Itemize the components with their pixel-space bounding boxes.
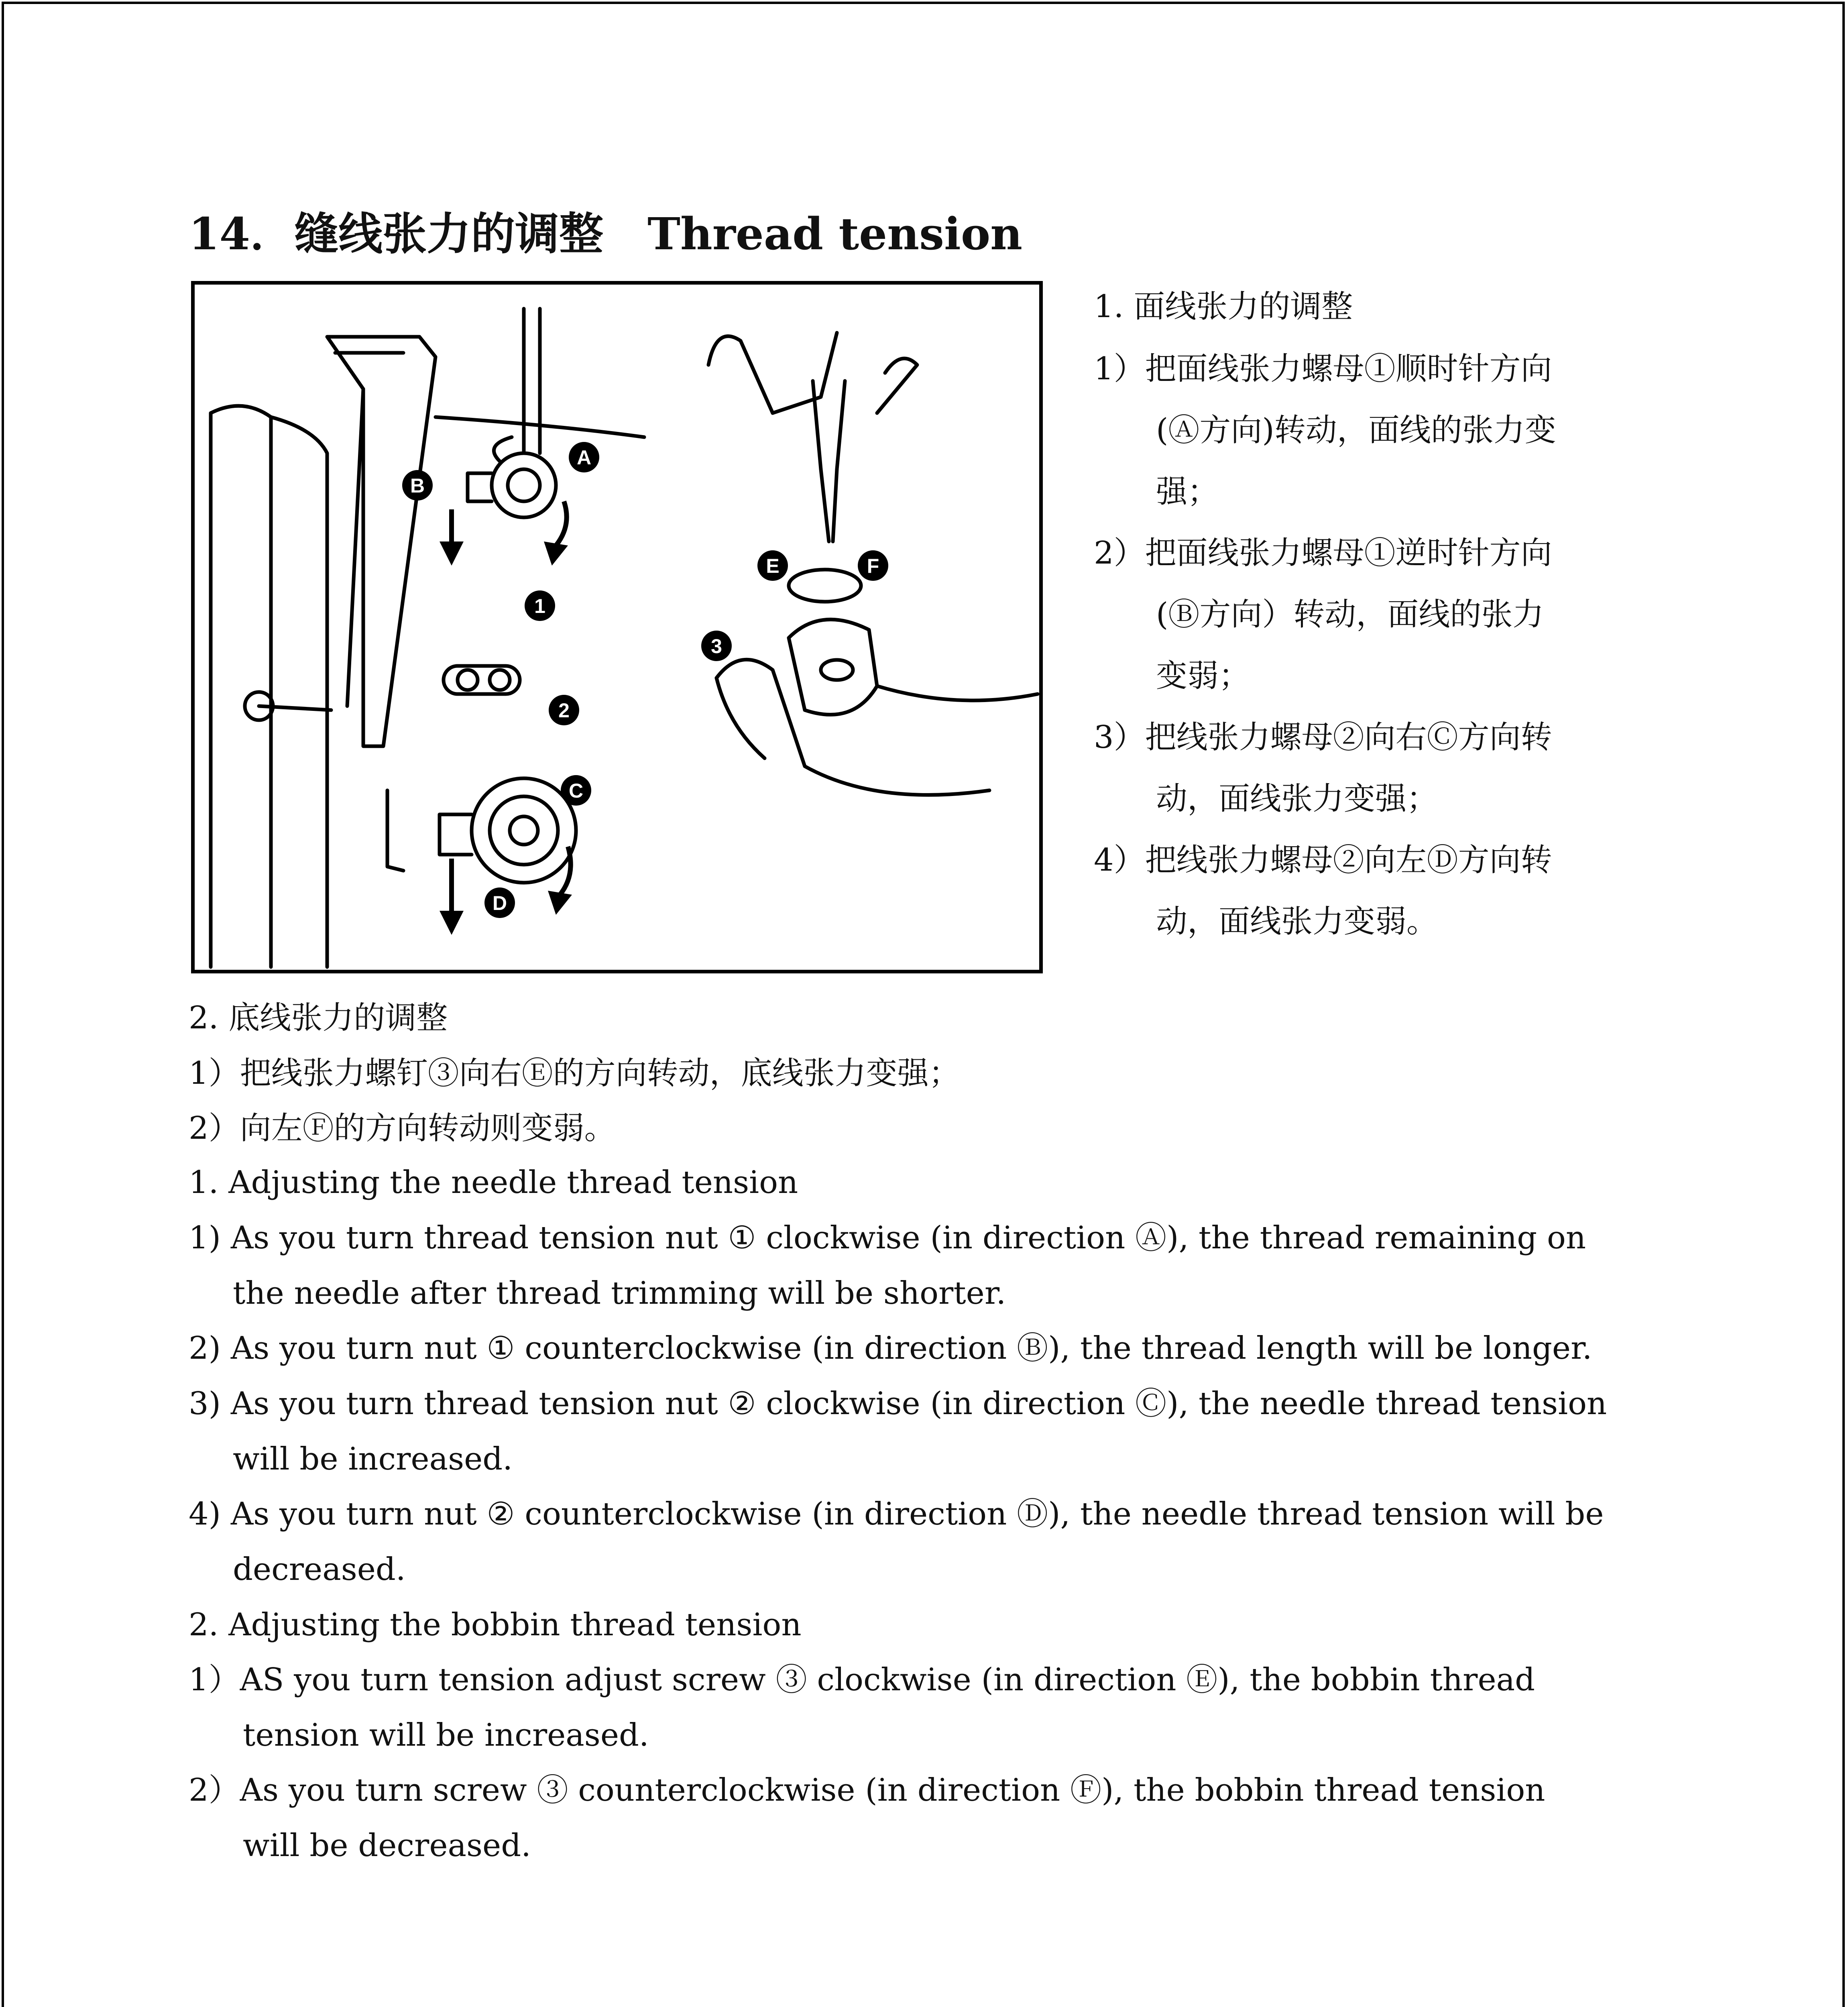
needle-en-line: the needle after thread trimming will be shorter. (233, 1275, 1006, 1311)
needle-en-line: decreased. (233, 1551, 406, 1588)
needle-cn-line: 变弱； (1156, 658, 1250, 694)
needle-cn-line: 动，面线张力变强； (1156, 781, 1438, 817)
label-d: D (492, 892, 507, 914)
label-f: F (867, 555, 879, 577)
bobbin-cn-line: 1）把线张力螺钉③向右Ⓔ的方向转动，底线张力变强； (189, 1055, 960, 1091)
bobbin-en-line: tension will be increased. (243, 1717, 649, 1753)
thread-tension-figure (191, 281, 1043, 973)
bobbin-en-title: 2. Adjusting the bobbin thread tension (189, 1607, 802, 1643)
label-e: E (766, 555, 779, 577)
bobbin-cn-line: 2）向左Ⓕ的方向转动则变弱。 (189, 1110, 616, 1146)
bobbin-en-line: will be decreased. (243, 1828, 531, 1864)
needle-cn-line: (Ⓐ方向)转动，面线的张力变 (1156, 412, 1556, 448)
section-14-heading: 14．缝线张力的调整 Thread tension (189, 208, 1023, 260)
label-b: B (410, 474, 425, 497)
needle-en-line: will be increased. (233, 1441, 513, 1477)
needle-cn-line: 4）把线张力螺母②向左Ⓓ方向转 (1094, 842, 1552, 878)
label-c: C (568, 780, 584, 802)
needle-cn-line: 3）把线张力螺母②向右Ⓒ方向转 (1094, 719, 1552, 755)
needle-en-line: 2) As you turn nut ① counterclockwise (in direction Ⓑ), the thread length will be longer. (189, 1330, 1592, 1366)
bobbin-en-line: 2）As you turn screw ③ counterclockwise (in direction Ⓕ), the bobbin thread tension (189, 1772, 1545, 1808)
needle-cn-line: (Ⓑ方向）转动，面线的张力 (1156, 596, 1544, 633)
needle-cn-line: 强； (1156, 474, 1219, 510)
needle-cn-line: 动，面线张力变弱。 (1156, 904, 1438, 940)
needle-cn-title: 1. 面线张力的调整 (1094, 289, 1353, 325)
needle-en-title: 1. Adjusting the needle thread tension (189, 1164, 798, 1201)
label-a: A (576, 446, 592, 469)
bobbin-en-line: 1）AS you turn tension adjust screw ③ clockwise (in direction Ⓔ), the bobbin thread (189, 1662, 1535, 1698)
needle-cn-line: 2）把面线张力螺母①逆时针方向 (1094, 535, 1552, 571)
needle-en-line: 3) As you turn thread tension nut ② clockwise (in direction Ⓒ), the needle thread tension (189, 1386, 1607, 1422)
label-2: 2 (558, 699, 570, 722)
needle-cn-line: 1）把面线张力螺母①顺时针方向 (1094, 351, 1552, 387)
bobbin-cn-title: 2. 底线张力的调整 (189, 1000, 448, 1036)
needle-en-line: 4) As you turn nut ② counterclockwise (in direction Ⓓ), the needle thread tension will be (189, 1496, 1604, 1532)
thread-tension-illustration (195, 285, 1039, 970)
label-3: 3 (711, 635, 722, 657)
label-1: 1 (534, 595, 545, 617)
needle-en-line: 1) As you turn thread tension nut ① clockwise (in direction Ⓐ), the thread remaining on (189, 1220, 1586, 1256)
